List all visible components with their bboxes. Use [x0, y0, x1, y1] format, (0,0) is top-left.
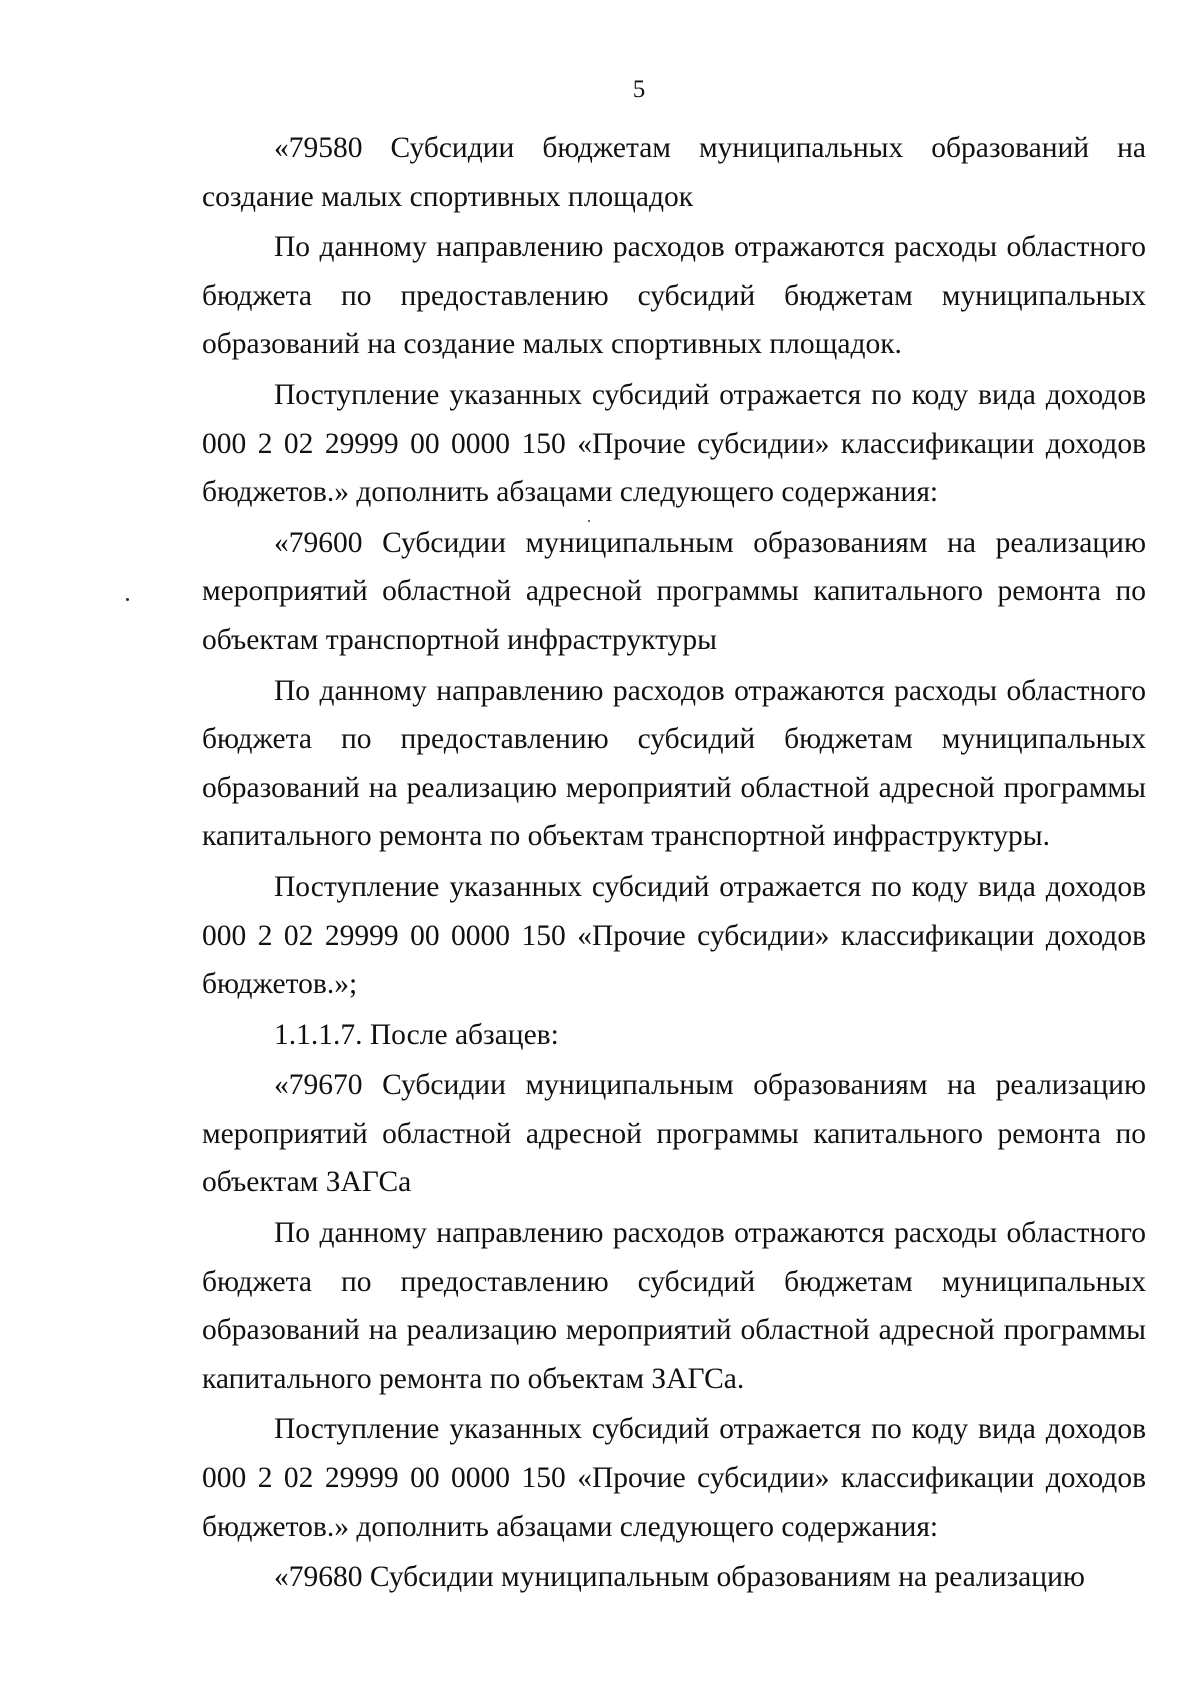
- paragraph-79600-heading: «79600 Субсидии муниципальным образованиям на реализацию мероприятий областной адресной программы капитального ремонта по объектам транспортной инфраструктуры: [202, 526, 1146, 656]
- page-number: 5: [632, 76, 646, 103]
- paragraph-79680-heading: «79680 Субсидии муниципальным образованиям на реализацию: [274, 1561, 1085, 1594]
- scan-speck: [588, 520, 590, 522]
- paragraph-section-1-1-1-7: 1.1.1.7. После абзацев:: [274, 1018, 559, 1051]
- paragraph-79580-heading: «79580 Субсидии бюджетам муниципальных образований на создание малых спортивных площадок: [202, 132, 1146, 213]
- paragraph-79670-description: По данному направлению расходов отражаются расходы областного бюджета по предоставлению субсидий бюджетам муниципальных образований на реализацию мероприятий областной адресной программы капитального ремонта по объектам ЗАГСа.: [202, 1217, 1146, 1395]
- scan-speck: [126, 598, 129, 601]
- paragraph-79580-revenue: Поступление указанных субсидий отражается по коду вида доходов 000 2 02 29999 00 0000 150 «Прочие субсидии» классификации доходов бюджетов.» дополнить абзацами следующего содержания:: [202, 378, 1146, 509]
- paragraph-79600-description: По данному направлению расходов отражаются расходы областного бюджета по предоставлению субсидий бюджетам муниципальных образований на реализацию мероприятий областной адресной программы капитального ремонта по объектам транспортной инфраструктуры.: [202, 674, 1146, 853]
- paragraph-79670-heading: «79670 Субсидии муниципальным образованиям на реализацию мероприятий областной адресной программы капитального ремонта по объектам ЗАГСа: [202, 1069, 1146, 1199]
- document-body: [202, 124, 1146, 1602]
- paragraph-79670-revenue: Поступление указанных субсидий отражается по коду вида доходов 000 2 02 29999 00 0000 150 «Прочие субсидии» классификации доходов бюджетов.» дополнить абзацами следующего содержания:: [202, 1413, 1146, 1543]
- paragraph-79580-description: По данному направлению расходов отражаются расходы областного бюджета по предоставлению субсидий бюджетам муниципальных образований на создание малых спортивных площадок.: [202, 231, 1146, 361]
- paragraph-79600-revenue: Поступление указанных субсидий отражается по коду вида доходов 000 2 02 29999 00 0000 150 «Прочие субсидии» классификации доходов бюджетов.»;: [202, 870, 1146, 1001]
